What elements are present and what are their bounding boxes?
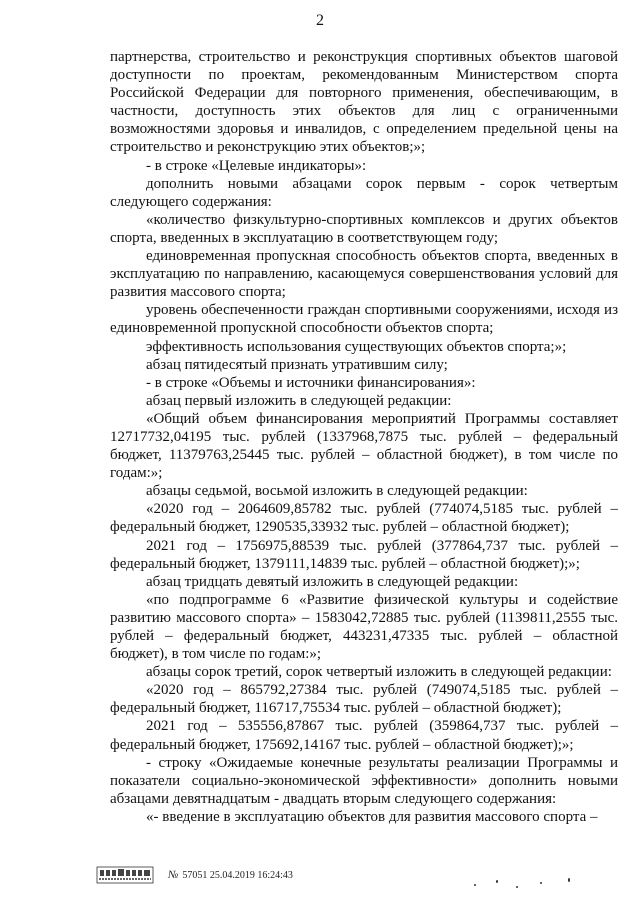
page-number: 2 xyxy=(316,12,324,29)
body-paragraph: «количество физкультурно-спортивных комплексов и других объектов спорта, введенных в эксплуатацию в соответствующем году; xyxy=(110,211,618,246)
body-paragraph: «Общий объем финансирования мероприятий Программы составляет 12717732,04195 тыс. рублей (1337968,7875 тыс. рублей – федеральный бюджет, 11379763,25445 тыс. рублей – областной бюджет), в том числе по годам:»; xyxy=(110,410,618,482)
body-paragraph: абзац пятидесятый признать утратившим силу; xyxy=(146,356,448,373)
body-paragraph: «по подпрограмме 6 «Развитие физической культуры и содействие развитию массового спорта» – 1583042,72885 тыс. рублей (1139811,2555 тыс. рублей – федеральный бюджет, 443231,47335 тыс. рублей – областной бюджет), в том числе по годам:»; xyxy=(110,591,618,663)
scan-speck xyxy=(474,884,476,886)
scan-speck xyxy=(540,882,542,884)
body-paragraph: абзацы сорок третий, сорок четвертый изложить в следующей редакции: xyxy=(146,664,612,681)
body-paragraph: 2021 год – 535556,87867 тыс. рублей (359864,737 тыс. рублей – федеральный бюджет, 175692,14167 тыс. рублей – областной бюджет);»; xyxy=(110,718,618,753)
scan-speck xyxy=(568,878,570,882)
body-paragraph: - в строке «Объемы и источники финансирования»: xyxy=(146,374,476,391)
body-paragraph: партнерства, строительство и реконструкция спортивных объектов шаговой доступности по проектам, рекомендованным Министерством спорта Российской Федерации для повторного применения, обеспечивающим, в частности, доступность этих объектов для лиц с ограниченными возможностями здоровья и инвалидов, с определением предельной цены на строительство и реконструкцию этих объектов;»; xyxy=(110,49,618,156)
body-paragraph: абзац тридцать девятый изложить в следующей редакции: xyxy=(146,573,519,590)
body-paragraph: уровень обеспеченности граждан спортивными сооружениями, исходя из единовременной пропускной способности объектов спорта; xyxy=(110,302,618,337)
body-paragraph: абзац первый изложить в следующей редакции: xyxy=(146,392,452,409)
body-paragraph: 2021 год – 1756975,88539 тыс. рублей (377864,737 тыс. рублей – федеральный бюджет, 1379111,14839 тыс. рублей – областной бюджет);»; xyxy=(110,537,618,572)
body-paragraph: эффективность использования существующих объектов спорта;»; xyxy=(146,338,567,355)
body-paragraph: «- введение в эксплуатацию объектов для развития массового спорта – xyxy=(146,808,598,825)
footer-datetime: 25.04.2019 16:24:43 xyxy=(209,869,293,881)
body-paragraph: дополнить новыми абзацами сорок первым - сорок четвертым следующего содержания: xyxy=(110,175,618,210)
registry-stamp-icon xyxy=(96,866,154,884)
body-paragraph: «2020 год – 865792,27384 тыс. рублей (749074,5185 тыс. рублей – федеральный бюджет, 116717,75534 тыс. рублей – областной бюджет); xyxy=(110,682,618,717)
document-footer xyxy=(96,864,293,886)
scan-speck xyxy=(496,880,498,883)
scan-speck xyxy=(516,886,518,888)
body-paragraph: - в строке «Целевые индикаторы»: xyxy=(146,157,367,174)
footer-number-sign: № xyxy=(168,869,179,881)
document-body xyxy=(110,48,618,826)
body-paragraph: единовременная пропускная способность объектов спорта, введенных в эксплуатацию по направлению, касающемуся совершенствования условий для развития массового спорта; xyxy=(110,248,618,301)
footer-doc-number: 57051 xyxy=(182,869,208,881)
body-paragraph: абзацы седьмой, восьмой изложить в следующей редакции: xyxy=(146,483,528,500)
body-paragraph: - строку «Ожидаемые конечные результаты реализации Программы и показатели социально-экономической эффективности» дополнить новыми абзацами девятнадцатым - двадцать вторым следующего содержания: xyxy=(110,754,618,807)
body-paragraph: «2020 год – 2064609,85782 тыс. рублей (774074,5185 тыс. рублей – федеральный бюджет, 1290535,33932 тыс. рублей – областной бюджет); xyxy=(110,501,618,536)
